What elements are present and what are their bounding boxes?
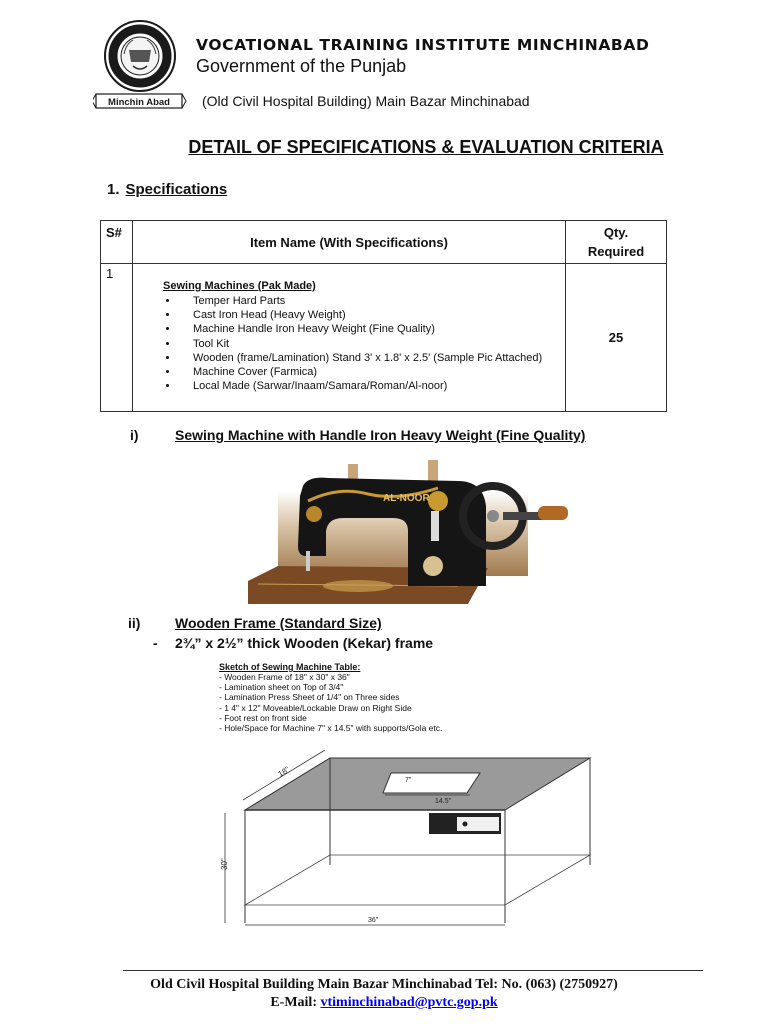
sketch-note: - Wooden Frame of 18" x 30" x 36" (219, 672, 350, 682)
table-row (101, 264, 667, 412)
subsection-ii-marker: ii) (128, 615, 141, 631)
header-sn: S# (101, 221, 133, 264)
footer-email-link[interactable]: vtiminchinabad@pvtc.gop.pk (320, 995, 498, 1010)
item-spec-list (163, 294, 565, 393)
subsection-i-title: Sewing Machine with Handle Iron Heavy Weight (Fine Quality) (175, 427, 586, 443)
frame-thickness-note: 2¾” x 2½” thick Wooden (Kekar) frame (175, 635, 434, 651)
document-title: DETAIL OF SPECIFICATIONS & EVALUATION CRITERIA (188, 137, 664, 157)
page-footer (0, 976, 768, 1012)
sketch-note: - Lamination Press Sheet of 1/4" on Three sides (219, 692, 400, 703)
spec-item: • Temper Hard Parts (179, 294, 565, 308)
subsection-i-marker: i) (130, 427, 139, 443)
sketch-note: - Foot rest on front side (219, 712, 307, 723)
header-qty-line1: Qty. (603, 225, 629, 240)
institute-name: VOCATIONAL TRAINING INSTITUTE MINCHINABAD (196, 36, 650, 54)
sketch-title: Sketch of Sewing Machine Table: (219, 662, 361, 672)
section-specifications-heading (107, 181, 227, 198)
sewing-machine-photo (248, 456, 588, 608)
footer-address: Old Civil Hospital Building Main Bazar Minchinabad Tel: No. (063) (2750927) (150, 977, 618, 992)
row-sn: 1 (101, 264, 133, 412)
spec-item: • Machine Cover (Farmica) (179, 365, 565, 379)
bullet-dash: - (153, 635, 158, 651)
dim-width: 36" (368, 917, 379, 924)
sketch-note: - Hole/Space for Machine 7" x 14.5" with supports/Gola etc. (219, 723, 443, 734)
spec-item: • Cast Iron Head (Heavy Weight) (179, 308, 565, 322)
footer-divider (123, 970, 703, 971)
sketch-note: - Lamination sheet on Top of 3/4" (219, 682, 344, 693)
item-title: Sewing Machines (Pak Made) (163, 280, 316, 292)
spec-item: • Wooden (frame/Lamination) Stand 3' x 1.8' x 2.5' (Sample Pic Attached) (179, 351, 565, 365)
spec-item: • Local Made (Sarwar/Inaam/Samara/Roman/Al-noor) (179, 379, 565, 393)
sewing-table-sketch (205, 745, 600, 930)
machine-brand-label: AL-NOOR (383, 493, 430, 504)
institute-logo (93, 14, 189, 110)
specifications-table (100, 220, 667, 412)
header-qty (566, 221, 667, 264)
dim-hole-width: 7" (405, 777, 412, 784)
footer-email-line (0, 994, 768, 1012)
subsection-ii-title: Wooden Frame (Standard Size) (175, 615, 382, 631)
dim-hole-length: 14.5" (435, 798, 452, 805)
sketch-note: - 1 4" x 12" Moveable/Lockable Draw on Right Side (219, 702, 412, 713)
header-item-name: Item Name (With Specifications) (133, 221, 566, 264)
header-qty-line2: Required (587, 244, 645, 259)
section-number: 1. (107, 181, 120, 198)
dim-depth: 18" (276, 764, 292, 779)
logo-banner-text: Minchin Abad (108, 97, 170, 108)
sketch-notes (219, 672, 442, 733)
footer-email-label: E-Mail: (270, 995, 317, 1010)
row-qty: 25 (566, 264, 667, 412)
table-header-row (101, 221, 667, 264)
row-item (133, 264, 566, 412)
institute-address: (Old Civil Hospital Building) Main Bazar Minchinabad (202, 93, 530, 109)
spec-item: • Tool Kit (179, 337, 565, 351)
government-name: Government of the Punjab (196, 56, 407, 76)
dim-height: 30" (220, 858, 229, 870)
spec-item: • Machine Handle Iron Heavy Weight (Fine Quality) (179, 322, 565, 336)
section-label: Specifications (125, 181, 228, 198)
